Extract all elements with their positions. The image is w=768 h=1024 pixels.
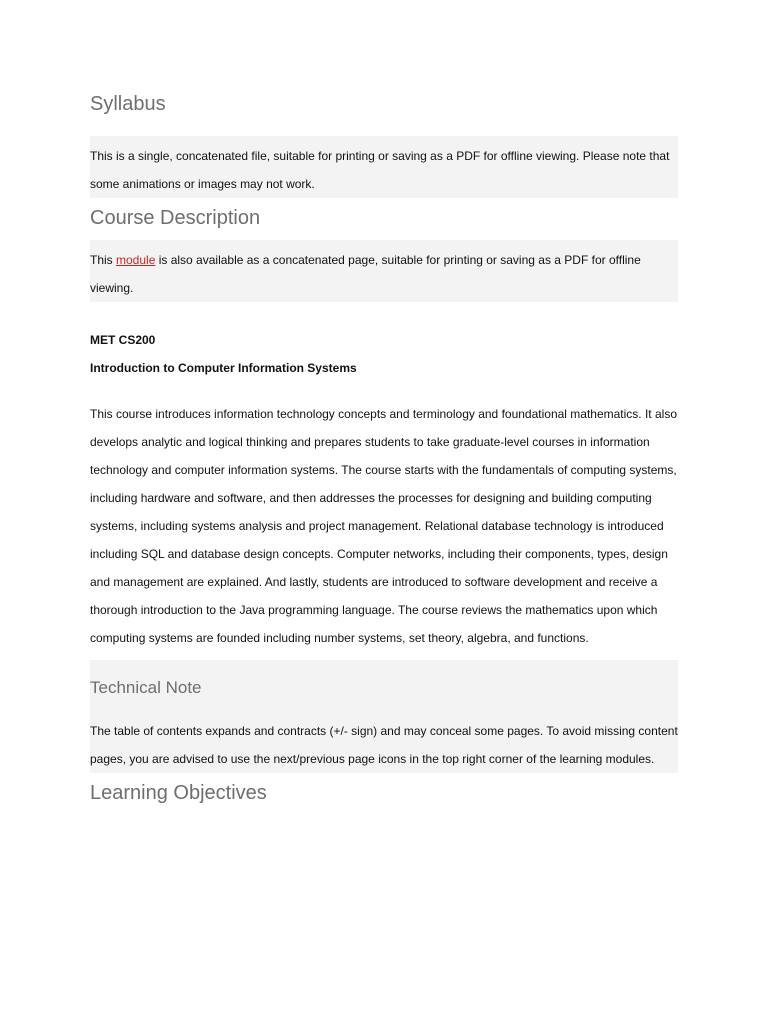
course-code: MET CS200 bbox=[90, 333, 156, 347]
course-description-note-prefix: This bbox=[90, 253, 117, 267]
course-description-heading: Course Description bbox=[90, 207, 261, 229]
module-link[interactable]: module bbox=[116, 253, 156, 267]
course-description-note-box bbox=[90, 240, 678, 302]
technical-note-heading: Technical Note bbox=[90, 678, 202, 697]
course-title: Introduction to Computer Information Systems bbox=[90, 361, 357, 375]
technical-note-body: The table of contents expands and contracts (+/- sign) and may conceal some pages. To avoid missing content pages, you are advised to use the next/previous page icons in the top right corner of the learning modules. bbox=[90, 724, 678, 766]
course-description-body: This course introduces information technology concepts and terminology and foundational mathematics. It also develops analytic and logical thinking and prepares students to take graduate-level courses in information technology and computer information systems. The course starts with the fundamentals of computing systems, including hardware and software, and then addresses the processes for designing and building computing systems, including systems analysis and project management. Relational database technology is introduced including SQL and database design concepts. Computer networks, including their components, types, design and management are explained. And lastly, students are introduced to software development and receive a thorough introduction to the Java programming language. The course reviews the mathematics upon which computing systems are founded including number systems, set theory, algebra, and functions. bbox=[90, 407, 677, 645]
syllabus-note-text: This is a single, concatenated file, suitable for printing or saving as a PDF for offline viewing. Please note that some animations or images may not work. bbox=[90, 149, 670, 191]
learning-objectives-heading: Learning Objectives bbox=[90, 782, 267, 804]
course-description-note-text bbox=[90, 246, 678, 302]
syllabus-note-box bbox=[90, 136, 678, 198]
document-content bbox=[90, 88, 678, 815]
course-description-note-suffix: is also available as a concatenated page, suitable for printing or saving as a PDF for offline viewing. bbox=[90, 253, 641, 295]
technical-note-box bbox=[90, 660, 678, 773]
syllabus-heading: Syllabus bbox=[90, 93, 166, 115]
spacer bbox=[90, 652, 678, 660]
